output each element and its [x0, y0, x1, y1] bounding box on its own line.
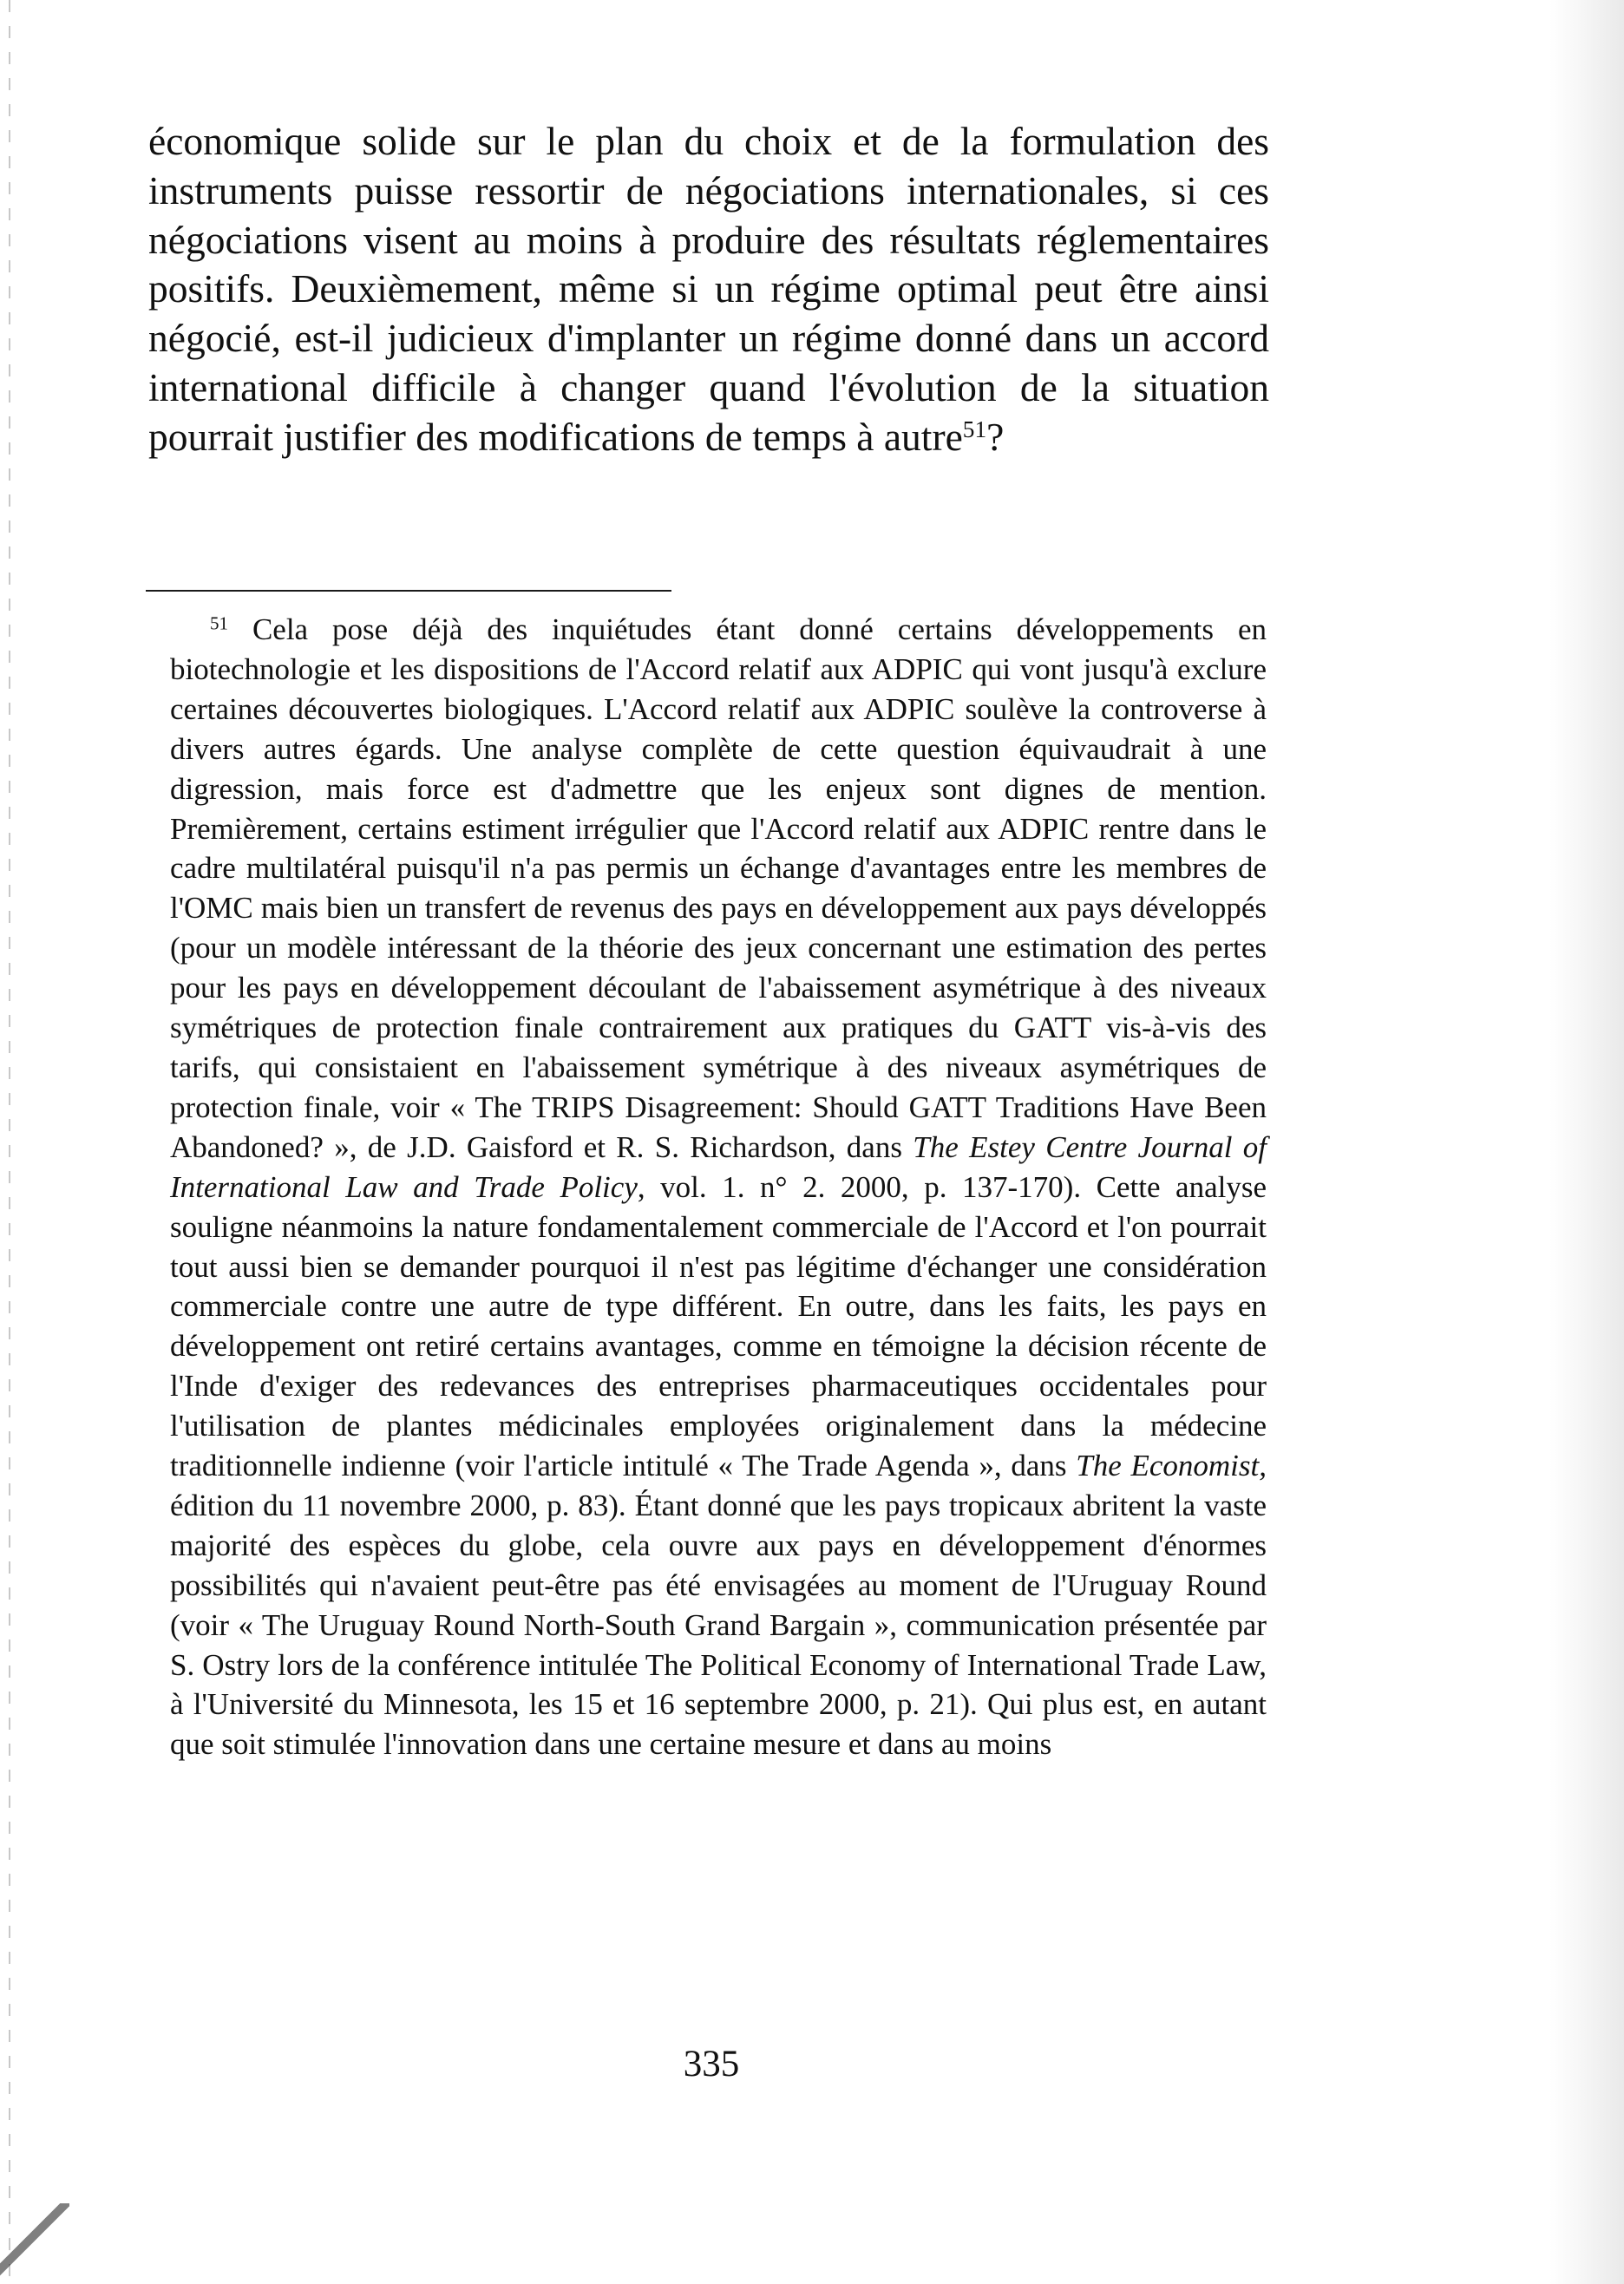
footnote-magazine-title: The Economist, — [1076, 1449, 1267, 1483]
footnote-journal-title: The Estey Centre Journal of International Law and Trade Policy — [170, 1129, 1267, 1204]
footnote-text-part-3: édition du 11 novembre 2000, p. 83). Étant donné que les pays tropicaux abritent la vaste majorité des espèces du globe, cela ouvre aux pays en développement d'énormes possibilités qui n'avaient peut-être pas été envisagées au moment de l'Uruguay Round (voir « The Uruguay Round North-South Grand Bargain », communication présentée par S. Ostry lors de la conférence intitulée The Political Economy of International Trade Law, à l'Université du Minnesota, les 15 et 16 septembre 2000, p. 21). Qui plus est, en autant que soit stimulée l'innovation dans une certaine mesure et dans au moins — [170, 1488, 1267, 1762]
main-paragraph — [148, 117, 1269, 462]
scan-edge-right — [1549, 0, 1624, 2284]
footnote-text-part-1: Cela pose déjà des inquiétudes étant donné certains développements en biotechnologie et les dispositions de l'Accord relatif aux ADPIC qui vont jusqu'à exclure certaines découvertes biologiques. L'Accord relatif aux ADPIC soulève la controverse à divers autres égards. Une analyse complète de cette question équivaudrait à une digression, mais force est d'admettre que les enjeux sont dignes de mention. Premièrement, certains estiment irrégulier que l'Accord relatif aux ADPIC rentre dans le cadre multilatéral puisqu'il n'a pas permis un échange d'avantages entre les membres de l'OMC mais bien un transfert de revenus des pays en développement aux pays développés (pour un modèle intéressant de la théorie des jeux concernant une estimation des pertes pour les pays en développement découlant de l'abaissement asymétrique à des niveaux symétriques de protection finale contrairement aux pratiques du GATT vis-à-vis des tarifs, qui consistaient en l'abaissement symétrique à des niveaux asymétriques de protection finale, voir « The TRIPS Disagreement: Should GATT Traditions Have Been Abandoned? », de J.D. Gaisford et R. S. Richardson, dans — [170, 612, 1267, 1164]
scan-edge-left — [9, 0, 10, 2284]
main-paragraph-end: ? — [986, 414, 1005, 459]
main-paragraph-text: économique solide sur le plan du choix et de la formulation des instruments puisse ressortir de négociations internationales, si ces négociations visent au moins à produire des résultats réglementaires positifs. Deuxièmement, même si un régime optimal peut être ainsi négocié, est-il judicieux d'implanter un régime donné dans un accord international difficile à changer quand l'évolution de la situation pourrait justifier des modifications de temps à autre — [148, 119, 1269, 459]
scan-mark-bottom-left — [0, 2203, 69, 2284]
footnote-reference: 51 — [962, 416, 987, 442]
footnote-separator-rule — [146, 590, 671, 592]
footnote-51 — [170, 610, 1267, 1764]
page-number: 335 — [683, 2044, 740, 2084]
footnote-text-part-2: , vol. 1. n° 2. 2000, p. 137-170). Cette analyse souligne néanmoins la nature fondamentalement commerciale de l'Accord et l'on pourrait tout aussi bien se demander pourquoi il n'est pas légitime d'échanger une considération commerciale contre une autre de type différent. En outre, dans les faits, les pays en développement ont retiré certains avantages, comme en témoigne la décision récente de l'Inde d'exiger des redevances des entreprises pharmaceutiques occidentales pour l'utilisation de plantes médicinales employées originalement dans la médecine traditionnelle indienne (voir l'article intitulé « The Trade Agenda », dans — [170, 1169, 1267, 1483]
footnote-marker: 51 — [210, 612, 228, 634]
